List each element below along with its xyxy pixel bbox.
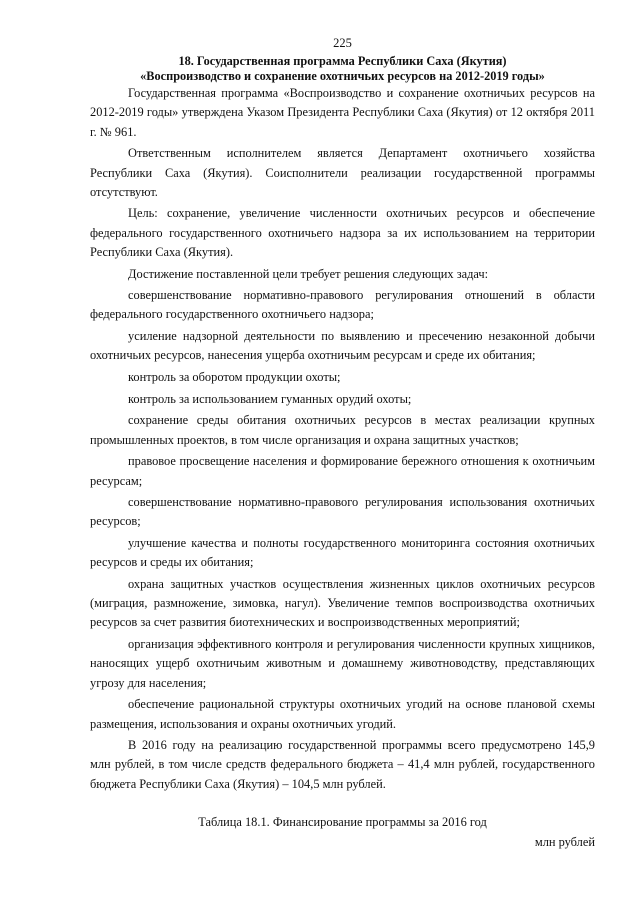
spacer <box>90 796 595 813</box>
task-item: совершенствование нормативно-правового регулирования использования охотничьих ресурсов; <box>90 495 595 529</box>
table-unit: млн рублей <box>534 834 595 849</box>
task-item: сохранение среды обитания охотничьих ресурсов в местах реализации крупных промышленных проектов, в том числе организация и охрана защитных участков; <box>90 413 595 447</box>
task-item: улучшение качества и полноты государственного мониторинга состояния охотничьих ресурсов и среды их обитания; <box>90 536 595 570</box>
task-item: контроль за использованием гуманных орудий охоты; <box>128 391 412 406</box>
table-caption: Таблица 18.1. Финансирование программы за 2016 год <box>198 815 487 830</box>
task-item: контроль за оборотом продукции охоты; <box>128 370 341 385</box>
paragraph-tasks-intro: Достижение поставленной цели требует решения следующих задач: <box>128 266 489 281</box>
task-item: обеспечение рациональной структуры охотничьих угодий на основе плановой схемы размещения, использования и охраны охотничьих угодий. <box>90 697 595 731</box>
section-title-line-2: «Воспроизводство и сохранение охотничьих ресурсов на 2012-2019 годы» <box>140 68 545 83</box>
paragraph-executor: Ответственным исполнителем является Департамент охотничьего хозяйства Республики Саха (Якутия). Соисполнители реализации государственной программы отсутствуют. <box>90 146 595 199</box>
task-item: совершенствование нормативно-правового регулирования отношений в области федерального государственного охотничьего надзора; <box>90 288 595 322</box>
task-item: организация эффективного контроля и регулирования численности крупных хищников, наносящих ущерб охотничьим животным и домашнему животноводству, представляющих угрозу для населения; <box>90 637 595 690</box>
task-item: правовое просвещение населения и формирование бережного отношения к охотничьим ресурсам; <box>90 454 595 488</box>
task-item: усиление надзорной деятельности по выявлению и пресечению незаконной добычи охотничьих ресурсов, нанесения ущерба охотничьим ресурсам и среде их обитания; <box>90 329 595 363</box>
paragraph-funding: В 2016 году на реализацию государственной программы всего предусмотрено 145,9 млн рублей, в том числе средств федерального бюджета – 41,4 млн рублей, государственного бюджета Республики Саха (Якутия) – 104,5 млн рублей. <box>90 738 595 791</box>
page-number: 225 <box>333 36 352 50</box>
paragraph-decree: Государственная программа «Воспроизводство и сохранение охотничьих ресурсов на 2012-2019 годы» утверждена Указом Президента Республики Саха (Якутия) от 12 октября 2011 г. № 961. <box>90 86 595 139</box>
task-item: охрана защитных участков осуществления жизненных циклов охотничьих ресурсов (миграция, размножение, зимовка, нагул). Увеличение темпов воспроизводства охотничьих ресурсов за счет развития биотехнических и воспроизводственных мероприятий; <box>90 577 595 630</box>
section-title-line-1: 18. Государственная программа Республики Саха (Якутия) <box>178 54 507 69</box>
paragraph-goal: Цель: сохранение, увеличение численности охотничьих ресурсов и обеспечение федерального государственного охотничьего надзора за их использованием на территории Республики Саха (Якутия). <box>90 206 595 259</box>
document-page <box>90 34 595 852</box>
section-title <box>90 54 595 83</box>
